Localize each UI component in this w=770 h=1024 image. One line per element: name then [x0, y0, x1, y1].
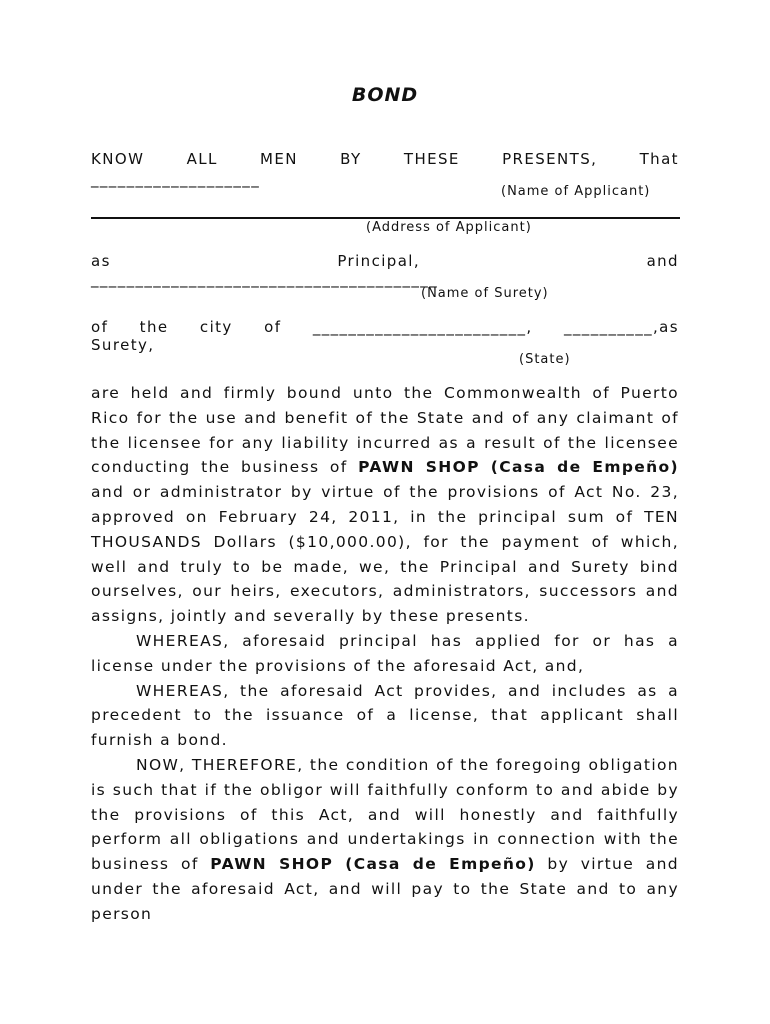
principal-word: Principal, — [337, 252, 421, 270]
opening-word: ALL — [186, 150, 218, 168]
business-name: PAWN SHOP (Casa de Empeño) — [210, 855, 536, 874]
bond-body — [91, 381, 679, 927]
body-text: by virtue and under the aforesaid Act, and will pay to the State and to any person — [91, 855, 679, 923]
opening-word: MEN — [260, 150, 298, 168]
body-paragraph-4 — [91, 753, 679, 927]
surety-word: Surety, — [91, 336, 155, 354]
opening-word: PRESENTS, — [502, 150, 598, 168]
applicant-name-blank: ___________________ — [91, 170, 261, 188]
principal-word: and — [646, 252, 679, 270]
city-state-line: of the city of ________________________, __________,as — [91, 318, 679, 336]
opening-line — [91, 150, 679, 168]
opening-word: KNOW — [91, 150, 145, 168]
body-paragraph-2: WHEREAS, aforesaid principal has applied for or has a license under the provisions of the aforesaid Act, and, — [91, 631, 679, 675]
opening-word: That — [639, 150, 679, 168]
body-paragraph-3: WHEREAS, the aforesaid Act provides, and includes as a precedent to the issuance of a license, that applicant shall furnish a bond. — [91, 681, 679, 750]
applicant-name-caption: (Name of Applicant) — [501, 184, 651, 199]
applicant-address-line — [91, 217, 680, 219]
body-paragraph-1 — [91, 381, 679, 629]
surety-name-caption: (Name of Surety) — [421, 286, 549, 301]
body-text: and or administrator by virtue of the provisions of Act No. 23, approved on February 24, 2011, in the principal sum of TEN THOUSANDS Dollars ($10,000.00), for the payment of which, well and truly to be made, we, the Principal and Surety bind ourselves, our heirs, executors, administrators, successors and assigns, jointly and severally by these presents. — [91, 483, 679, 626]
body-text: NOW, THEREFORE, the condition of the foregoing obligation is such that if the obligor will faithfully conform to and abide by the provisions of this Act, and will honestly and faithfully perform all obligations and undertakings in connection with the business of — [91, 755, 679, 874]
opening-word: BY — [340, 150, 362, 168]
opening-word: THESE — [403, 150, 460, 168]
document-title: BOND — [351, 84, 419, 106]
principal-line — [91, 252, 679, 270]
body-text: are held and firmly bound unto the Commonwealth of Puerto Rico for the use and benefit of the State and of any claimant of the licensee for any liability incurred as a result of the licensee conducting the business of — [91, 384, 679, 477]
applicant-address-caption: (Address of Applicant) — [366, 220, 532, 235]
principal-word: as — [91, 252, 111, 270]
business-name: PAWN SHOP (Casa de Empeño) — [358, 458, 679, 477]
surety-name-blank: _______________________________________ — [91, 270, 439, 288]
state-caption: (State) — [519, 352, 571, 367]
